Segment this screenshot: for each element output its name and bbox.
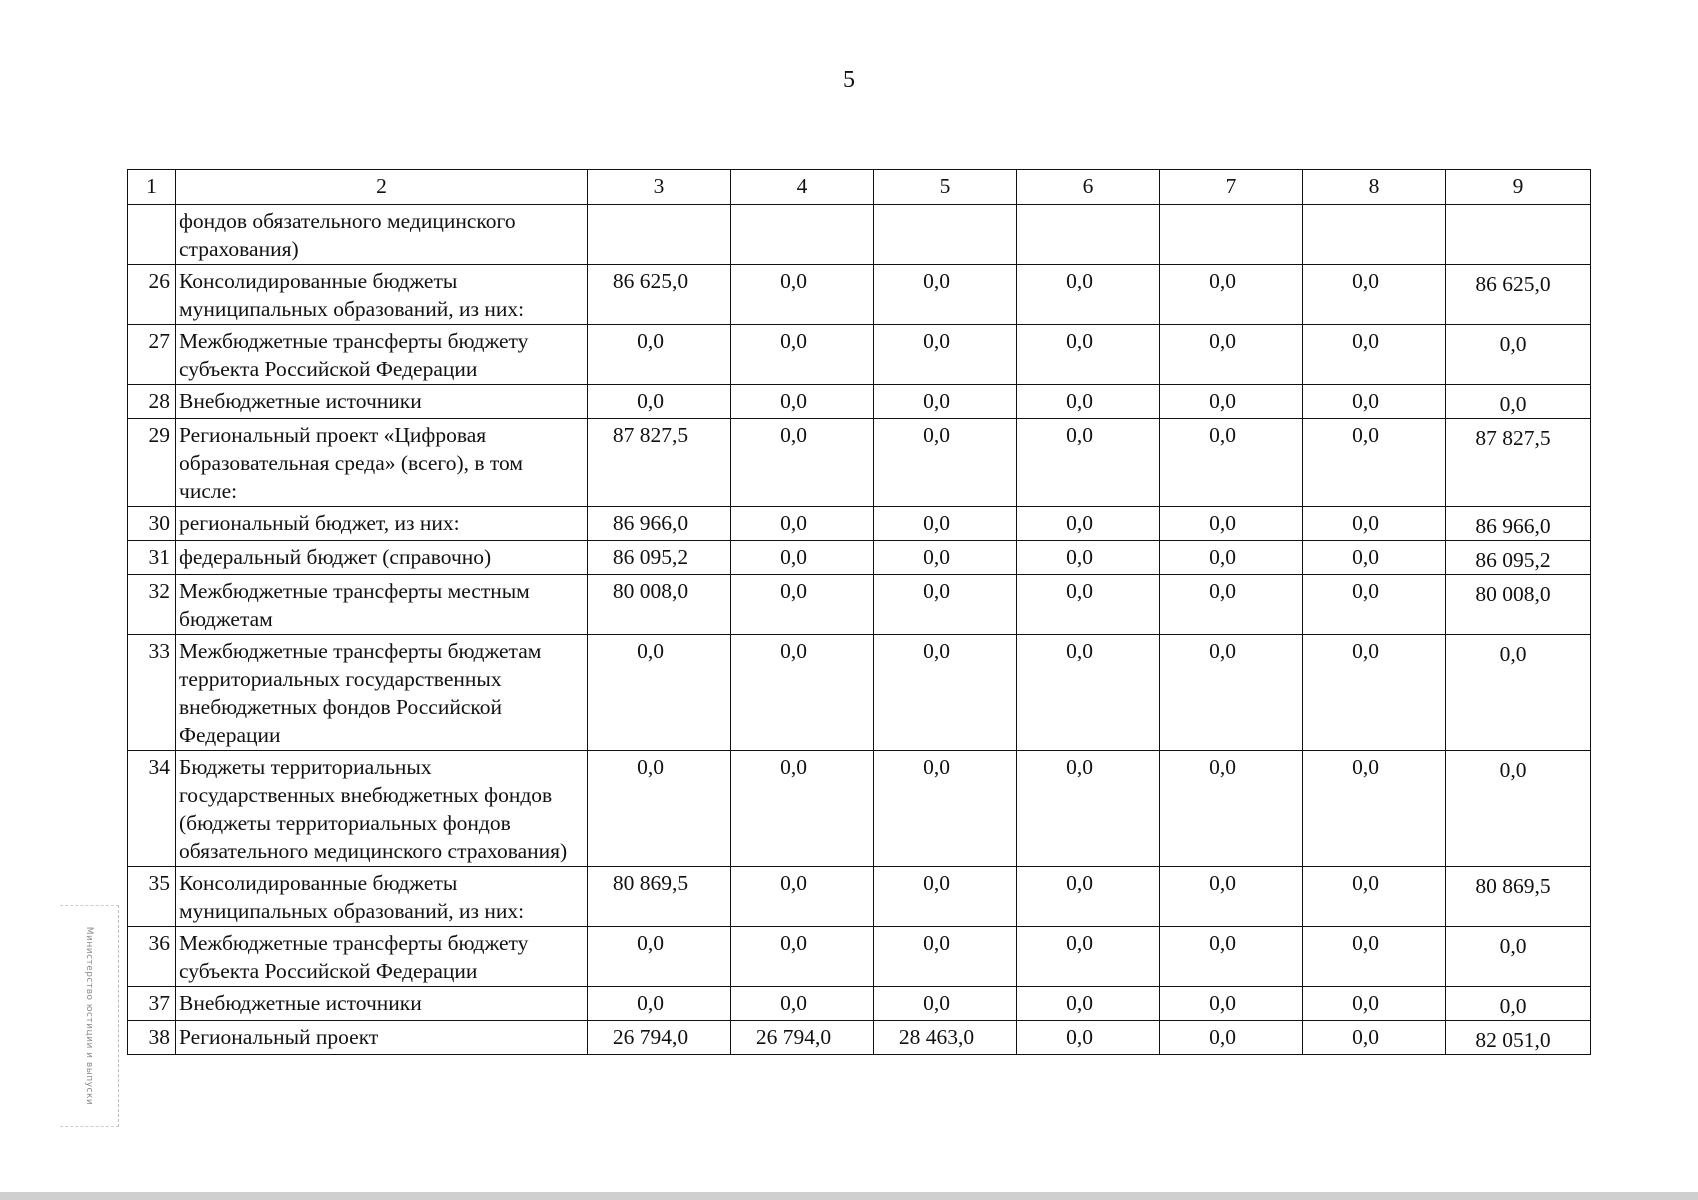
value-cell-col-9: 80 869,5: [1446, 867, 1591, 927]
column-header-4: 4: [731, 170, 874, 205]
budget-table-container: [127, 169, 1590, 1055]
row-name: Внебюджетные источники: [176, 385, 588, 419]
scan-edge: [0, 1192, 1698, 1200]
value-cell-col-5: 0,0: [874, 325, 1017, 385]
value-cell-col-7: 0,0: [1160, 987, 1303, 1021]
value-cell-col-8: 0,0: [1303, 419, 1446, 507]
value-cell-col-7: 0,0: [1160, 751, 1303, 867]
value-cell-col-7: 0,0: [1160, 635, 1303, 751]
column-header-7: 7: [1160, 170, 1303, 205]
value-cell-col-7: 0,0: [1160, 385, 1303, 419]
value-cell-col-6: 0,0: [1017, 1021, 1160, 1055]
value-cell-col-4: 26 794,0: [731, 1021, 874, 1055]
value-cell-col-5: 0,0: [874, 635, 1017, 751]
value-cell-col-6: 0,0: [1017, 325, 1160, 385]
table-row: [128, 751, 1591, 867]
row-name: Региональный проект: [176, 1021, 588, 1055]
value-cell-col-7: 0,0: [1160, 419, 1303, 507]
value-cell-col-4: 0,0: [731, 385, 874, 419]
row-number: 36: [128, 927, 176, 987]
column-header-3: 3: [588, 170, 731, 205]
column-header-5: 5: [874, 170, 1017, 205]
value-cell-col-9: 86 966,0: [1446, 507, 1591, 541]
value-cell-col-4: 0,0: [731, 927, 874, 987]
value-cell-col-8: 0,0: [1303, 927, 1446, 987]
value-cell-col-3: 0,0: [588, 987, 731, 1021]
column-header-9: 9: [1446, 170, 1591, 205]
row-name: федеральный бюджет (справочно): [176, 541, 588, 575]
row-number: 26: [128, 265, 176, 325]
value-cell-col-6: [1017, 205, 1160, 265]
value-cell-col-8: 0,0: [1303, 265, 1446, 325]
value-cell-col-5: 0,0: [874, 867, 1017, 927]
table-row: [128, 927, 1591, 987]
value-cell-col-8: 0,0: [1303, 385, 1446, 419]
value-cell-col-5: 0,0: [874, 507, 1017, 541]
value-cell-col-3: 0,0: [588, 385, 731, 419]
registration-stamp: [60, 905, 119, 1127]
row-name: Межбюджетные трансферты бюджетам территориальных государственных внебюджетных фондов Российской Федерации: [176, 635, 588, 751]
value-cell-col-7: 0,0: [1160, 325, 1303, 385]
row-name: Региональный проект «Цифровая образовательная среда» (всего), в том числе:: [176, 419, 588, 507]
value-cell-col-5: 0,0: [874, 265, 1017, 325]
value-cell-col-9: 86 095,2: [1446, 541, 1591, 575]
value-cell-col-7: 0,0: [1160, 867, 1303, 927]
value-cell-col-7: 0,0: [1160, 507, 1303, 541]
value-cell-col-5: 0,0: [874, 419, 1017, 507]
value-cell-col-8: 0,0: [1303, 867, 1446, 927]
value-cell-col-7: 0,0: [1160, 1021, 1303, 1055]
value-cell-col-9: 82 051,0: [1446, 1021, 1591, 1055]
value-cell-col-7: 0,0: [1160, 265, 1303, 325]
value-cell-col-9: 0,0: [1446, 927, 1591, 987]
table-header-row: [128, 170, 1591, 205]
column-header-6: 6: [1017, 170, 1160, 205]
row-name: фондов обязательного медицинского страхования): [176, 205, 588, 265]
value-cell-col-8: 0,0: [1303, 987, 1446, 1021]
row-number: 34: [128, 751, 176, 867]
stamp-text: Министерство юстиции и выпуски: [84, 926, 94, 1106]
value-cell-col-3: 86 625,0: [588, 265, 731, 325]
value-cell-col-9: 0,0: [1446, 385, 1591, 419]
value-cell-col-3: 26 794,0: [588, 1021, 731, 1055]
value-cell-col-8: 0,0: [1303, 635, 1446, 751]
row-number: 29: [128, 419, 176, 507]
value-cell-col-8: 0,0: [1303, 541, 1446, 575]
value-cell-col-7: [1160, 205, 1303, 265]
value-cell-col-3: 0,0: [588, 927, 731, 987]
table-row: [128, 507, 1591, 541]
value-cell-col-5: 0,0: [874, 987, 1017, 1021]
value-cell-col-9: 0,0: [1446, 325, 1591, 385]
table-row: [128, 987, 1591, 1021]
value-cell-col-6: 0,0: [1017, 419, 1160, 507]
value-cell-col-8: 0,0: [1303, 507, 1446, 541]
table-body: [128, 205, 1591, 1055]
table-row: [128, 205, 1591, 265]
value-cell-col-6: 0,0: [1017, 541, 1160, 575]
value-cell-col-5: 0,0: [874, 541, 1017, 575]
row-name: Межбюджетные трансферты бюджету субъекта Российской Федерации: [176, 927, 588, 987]
value-cell-col-6: 0,0: [1017, 927, 1160, 987]
row-number: 32: [128, 575, 176, 635]
table-row: [128, 635, 1591, 751]
value-cell-col-9: 80 008,0: [1446, 575, 1591, 635]
value-cell-col-5: 28 463,0: [874, 1021, 1017, 1055]
value-cell-col-4: 0,0: [731, 635, 874, 751]
row-name: Межбюджетные трансферты местным бюджетам: [176, 575, 588, 635]
value-cell-col-8: 0,0: [1303, 325, 1446, 385]
table-row: [128, 575, 1591, 635]
value-cell-col-3: 86 095,2: [588, 541, 731, 575]
row-name: Межбюджетные трансферты бюджету субъекта Российской Федерации: [176, 325, 588, 385]
table-row: [128, 419, 1591, 507]
table-row: [128, 385, 1591, 419]
row-name: Бюджеты территориальных государственных внебюджетных фондов (бюджеты территориальных фондов обязательного медицинского страхования): [176, 751, 588, 867]
table-row: [128, 265, 1591, 325]
value-cell-col-4: 0,0: [731, 575, 874, 635]
value-cell-col-5: 0,0: [874, 751, 1017, 867]
value-cell-col-9: [1446, 205, 1591, 265]
value-cell-col-4: [731, 205, 874, 265]
value-cell-col-5: 0,0: [874, 927, 1017, 987]
row-number: 30: [128, 507, 176, 541]
value-cell-col-9: 0,0: [1446, 635, 1591, 751]
value-cell-col-9: 0,0: [1446, 987, 1591, 1021]
value-cell-col-4: 0,0: [731, 867, 874, 927]
value-cell-col-4: 0,0: [731, 987, 874, 1021]
value-cell-col-3: 0,0: [588, 635, 731, 751]
value-cell-col-4: 0,0: [731, 419, 874, 507]
row-name: региональный бюджет, из них:: [176, 507, 588, 541]
value-cell-col-8: 0,0: [1303, 751, 1446, 867]
value-cell-col-3: [588, 205, 731, 265]
table-row: [128, 541, 1591, 575]
row-name: Консолидированные бюджеты муниципальных образований, из них:: [176, 265, 588, 325]
value-cell-col-7: 0,0: [1160, 575, 1303, 635]
value-cell-col-6: 0,0: [1017, 265, 1160, 325]
value-cell-col-8: [1303, 205, 1446, 265]
value-cell-col-5: 0,0: [874, 575, 1017, 635]
value-cell-col-8: 0,0: [1303, 575, 1446, 635]
budget-table: [127, 169, 1591, 1055]
table-row: [128, 325, 1591, 385]
value-cell-col-4: 0,0: [731, 265, 874, 325]
value-cell-col-9: 87 827,5: [1446, 419, 1591, 507]
value-cell-col-3: 0,0: [588, 751, 731, 867]
row-number: [128, 205, 176, 265]
row-number: 35: [128, 867, 176, 927]
value-cell-col-4: 0,0: [731, 507, 874, 541]
row-number: 33: [128, 635, 176, 751]
value-cell-col-5: 0,0: [874, 385, 1017, 419]
value-cell-col-3: 80 869,5: [588, 867, 731, 927]
value-cell-col-6: 0,0: [1017, 385, 1160, 419]
value-cell-col-6: 0,0: [1017, 987, 1160, 1021]
column-header-8: 8: [1303, 170, 1446, 205]
value-cell-col-9: 0,0: [1446, 751, 1591, 867]
value-cell-col-5: [874, 205, 1017, 265]
row-name: Консолидированные бюджеты муниципальных образований, из них:: [176, 867, 588, 927]
row-number: 31: [128, 541, 176, 575]
value-cell-col-7: 0,0: [1160, 927, 1303, 987]
value-cell-col-8: 0,0: [1303, 1021, 1446, 1055]
value-cell-col-4: 0,0: [731, 751, 874, 867]
column-header-1: 1: [128, 170, 176, 205]
page-number: 5: [843, 67, 855, 93]
value-cell-col-4: 0,0: [731, 541, 874, 575]
value-cell-col-6: 0,0: [1017, 751, 1160, 867]
row-number: 38: [128, 1021, 176, 1055]
row-number: 27: [128, 325, 176, 385]
value-cell-col-3: 0,0: [588, 325, 731, 385]
value-cell-col-9: 86 625,0: [1446, 265, 1591, 325]
value-cell-col-3: 80 008,0: [588, 575, 731, 635]
table-row: [128, 1021, 1591, 1055]
value-cell-col-6: 0,0: [1017, 867, 1160, 927]
value-cell-col-7: 0,0: [1160, 541, 1303, 575]
row-number: 37: [128, 987, 176, 1021]
value-cell-col-6: 0,0: [1017, 507, 1160, 541]
value-cell-col-4: 0,0: [731, 325, 874, 385]
value-cell-col-3: 87 827,5: [588, 419, 731, 507]
value-cell-col-6: 0,0: [1017, 575, 1160, 635]
value-cell-col-6: 0,0: [1017, 635, 1160, 751]
row-name: Внебюджетные источники: [176, 987, 588, 1021]
table-row: [128, 867, 1591, 927]
row-number: 28: [128, 385, 176, 419]
value-cell-col-3: 86 966,0: [588, 507, 731, 541]
column-header-2: 2: [176, 170, 588, 205]
